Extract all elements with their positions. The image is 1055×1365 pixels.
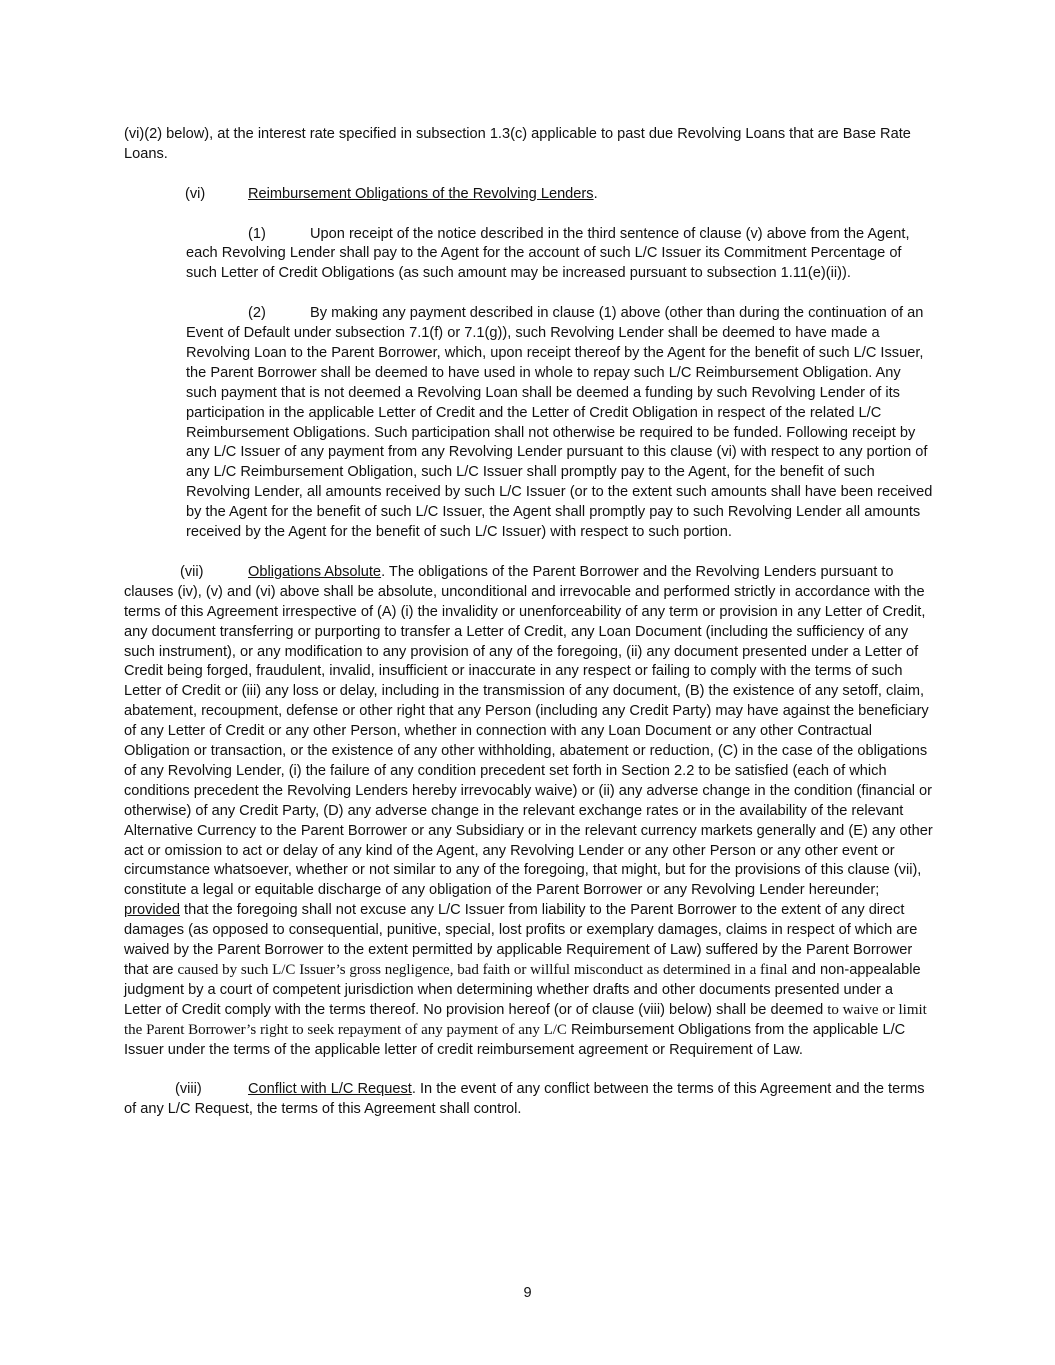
section-viii-title: Conflict with L/C Request — [248, 1081, 412, 1098]
section-vi-paragraph-1 — [186, 225, 934, 285]
section-vii-text-serif-2: to waive or limit the Parent Borrower’s right to seek repayment of any payment of any L/C — [124, 1001, 927, 1038]
section-vi-title-period: . — [593, 185, 598, 202]
paragraph-1-text: Upon receipt of the notice described in the third sentence of clause (v) above from the Agent, each Revolving Lender shall pay to the Agent for the account of such L/C Issuer its Commitment Percentage of such Letter of Credit Obligations (as such amount may be increased pursuant to subsection 1.11(e)(ii)). — [186, 225, 910, 282]
section-vii-text-1: . The obligations of the Parent Borrower and the Revolving Lenders pursuant to clauses (iv), (v) and (vi) above shall be absolute, unconditional and irrevocable and performed strictly in accordance with the terms of this Agreement irrespective of (A) (i) the invalidity or unenforceability of any term or provision in any Letter of Credit, any document transferring or purporting to transfer a Letter of Credit, any Loan Document (including the sufficiency of any such instrument), or any modification to any provision of any of the foregoing, (ii) any document presented under a Letter of Credit being forged, fraudulent, invalid, insufficient or inaccurate in any respect or failing to comply with the terms of such Letter of Credit or (iii) any loss or delay, including in the transmission of any document, (B) the existence of any setoff, claim, abatement, recoupment, defense or other right that any Person (including any Credit Party) may have against the beneficiary of any Letter of Credit or any other Person, whether in connection with any Loan Document or any other Contractual Obligation or transaction, or the existence of any other withholding, abatement or reduction, (C) in the case of the obligations of any Revolving Lender, (i) the failure of any condition precedent set forth in Section 2.2 to be satisfied (each of which conditions precedent the Revolving Lenders hereby irrevocably waive) or (ii) any adverse change in the condition (financial or otherwise) of any Credit Party, (D) any adverse change in the relevant exchange rates or in the availability of the relevant Alternative Currency to the Parent Borrower or any Subsidiary or in the relevant currency markets generally and (E) any other act or omission to act or delay of any kind of the Agent, any Revolving Lender or any other Person or any other event or circumstance whatsoever, whether or not similar to any of the foregoing, that might, but for the provisions of this clause (vii), constitute a legal or equitable discharge of any obligation of the Parent Borrower or any Revolving Lender hereunder; — [124, 563, 933, 899]
section-vii-paragraph — [124, 563, 934, 1061]
section-viii-paragraph — [124, 1080, 934, 1120]
section-vi-paragraph-2 — [186, 304, 934, 543]
paragraph-2-number: (2) — [248, 305, 266, 322]
page-number: 9 — [523, 1285, 532, 1301]
section-vi-heading — [124, 185, 934, 205]
section-vii-text-4: Reimbursement Obligations from the applicable L/C Issuer under the terms of the applicable letter of credit reimbursement agreement or Requirement of Law. — [124, 1021, 906, 1058]
intro-paragraph: (vi)(2) below), at the interest rate specified in subsection 1.3(c) applicable to past due Revolving Loans that are Base Rate Loans. — [124, 126, 911, 162]
section-vi-title: Reimbursement Obligations of the Revolving Lenders — [248, 185, 594, 202]
section-vii-title: Obligations Absolute — [248, 563, 382, 580]
section-viii-number: (viii) — [175, 1081, 202, 1098]
paragraph-2-text: By making any payment described in clause (1) above (other than during the continuation of an Event of Default under subsection 7.1(f) or 7.1(g)), such Revolving Lender shall be deemed to have made a Revolving Loan to the Parent Borrower, which, upon receipt thereof by the Agent for the benefit of such L/C Issuer, the Parent Borrower shall be deemed to have used in whole to repay such L/C Reimbursement Obligation. Any such payment that is not deemed a Revolving Loan shall be deemed a funding by such Revolving Lender of its participation in the applicable Letter of Credit and the Letter of Credit Obligation in respect of the related L/C Reimbursement Obligations. Such participation shall not otherwise be required to be funded. Following receipt by any L/C Issuer of any payment from any Revolving Lender pursuant to this clause (vi) with respect to any portion of any L/C Reimbursement Obligation, such L/C Issuer shall promptly pay to the Agent, for the benefit of such Revolving Lender, all amounts received by such L/C Issuer (or to the extent such amounts shall have been received by the Agent for the benefit of such L/C Issuer, the Agent shall promptly pay to such Revolving Lender all amounts received by the Agent for the benefit of such L/C Issuer) with respect to such portion. — [186, 305, 933, 541]
provided-term: provided — [124, 902, 180, 919]
section-vii-number: (vii) — [180, 563, 204, 580]
page-body — [124, 125, 934, 1140]
section-vi-subparagraphs — [186, 225, 934, 543]
section-vi-number: (vi) — [185, 185, 206, 202]
section-viii-text: . In the event of any conflict between the terms of this Agreement and the terms of any L/C Request, the terms of this Agreement shall control. — [124, 1081, 925, 1118]
section-vii-text-2: that the foregoing shall not excuse any L/C Issuer from liability to the Parent Borrower to the extent of any direct damages (as opposed to consequential, punitive, special, lost profits or exemplary damages, claims in respect of which are waived by the Parent Borrower to the extent permitted by applicable Requirement of Law) suffered by the Parent Borrower that are — [124, 902, 918, 978]
section-vii-text-serif-1: caused by such L/C Issuer’s gross negligence, bad faith or willful misconduct as determined in a final — [177, 962, 788, 978]
section-vii-text-3: and non-appealable judgment by a court of competent jurisdiction when determining whether drafts and other documents presented under a Letter of Credit comply with the terms thereof. No provision hereof (or of clause (viii) below) shall be deemed — [124, 962, 921, 1018]
paragraph-1-number: (1) — [248, 225, 266, 242]
